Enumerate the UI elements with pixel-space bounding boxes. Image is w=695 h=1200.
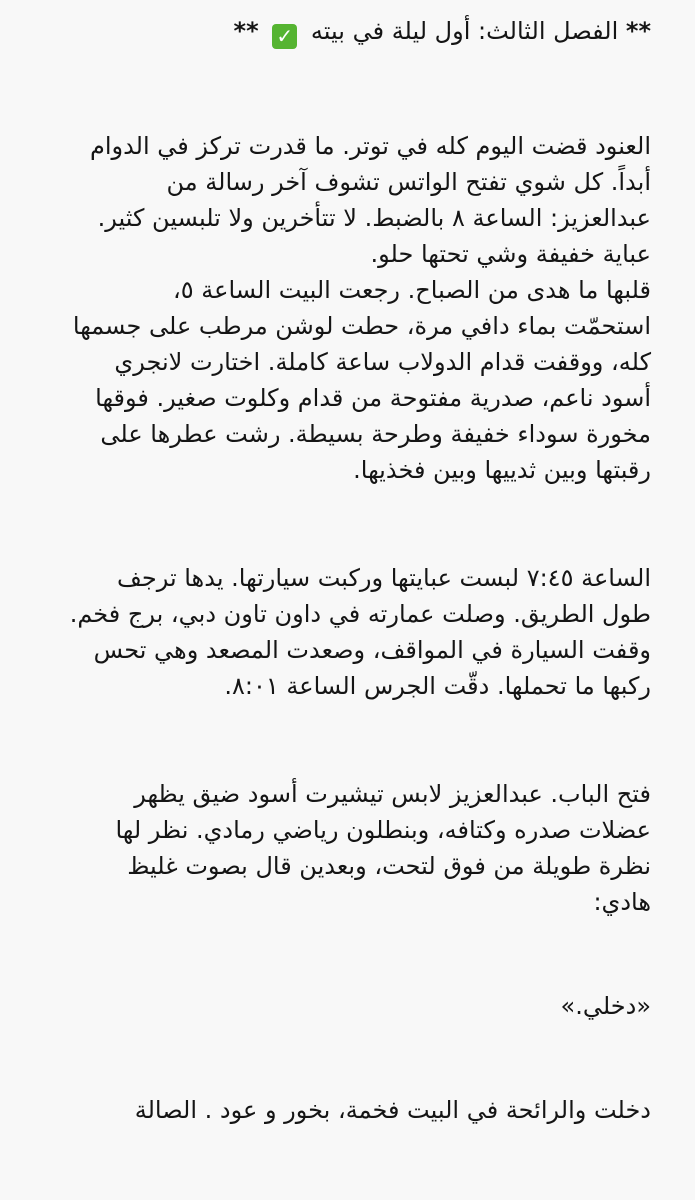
paragraph-line: قلبها ما هدى من الصباح. رجعت البيت الساعة ٥، (173, 276, 651, 304)
paragraph-line: ركبها ما تحملها. دقّت الجرس الساعة ٨:٠١. (224, 672, 651, 700)
paragraph-1 (41, 128, 651, 272)
check-mark-icon: ✓ (272, 24, 297, 49)
paragraph-line: رقبتها وبين ثدييها وبين فخذيها. (353, 456, 651, 484)
paragraph-line: كله، ووقفت قدام الدولاب ساعة كاملة. اختارت لانجري (114, 348, 651, 376)
paragraph-4 (41, 776, 651, 920)
paragraph-line: نظرة طويلة من فوق لتحت، وبعدين قال بصوت غليظ (127, 852, 651, 880)
paragraph-line: عباية خفيفة وشي تحتها حلو. (370, 240, 651, 268)
dialogue-line: «دخلي.» (560, 992, 651, 1020)
paragraph-2 (41, 272, 651, 488)
paragraph-line: دخلت والرائحة في البيت فخمة، بخور و عود . الصالة (134, 1096, 651, 1124)
paragraph-line: أسود ناعم، صدرية مفتوحة من قدام وكلوت صغير. فوقها (95, 384, 651, 412)
paragraph-line: العنود قضت اليوم كله في توتر. ما قدرت تركز في الدوام (89, 132, 651, 160)
paragraph-line: استحمّت بماء دافي مرة، حطت لوشن مرطب على جسمها (72, 312, 651, 340)
paragraph-line: مخورة سوداء خفيفة وطرحة بسيطة. رشت عطرها على (100, 420, 651, 448)
paragraph-line: فتح الباب. عبدالعزيز لابس تيشيرت أسود ضيق يظهر (134, 780, 651, 808)
paragraph-line: عبدالعزيز: الساعة ٨ بالضبط. لا تتأخرين ولا تلبسين كثير. (97, 204, 651, 232)
paragraph-3 (41, 560, 651, 704)
heading-bold-marker-left: ** (233, 17, 259, 45)
chapter-heading (41, 8, 651, 54)
paragraph-line: الساعة ٧:٤٥ لبست عبايتها وركبت سيارتها. يدها ترجف (117, 564, 651, 592)
paragraph-6 (41, 1092, 651, 1128)
paragraph-line: طول الطريق. وصلت عمارته في داون تاون دبي، برج فخم. (69, 600, 651, 628)
chapter-title: الفصل الثالث: أول ليلة في بيته (310, 17, 619, 45)
heading-bold-marker-right: ** (625, 17, 651, 45)
paragraph-line: أبداً. كل شوي تفتح الواتس تشوف آخر رسالة من (166, 168, 651, 196)
paragraph-5 (41, 988, 651, 1024)
story-text (41, 8, 651, 1128)
paragraph-line: وقفت السيارة في المواقف، وصعدت المصعد وهي تحس (93, 636, 651, 664)
paragraph-line: عضلات صدره وكتافه، وبنطلون رياضي رمادي. نظر لها (115, 816, 651, 844)
paragraph-line: هادي: (593, 888, 651, 916)
